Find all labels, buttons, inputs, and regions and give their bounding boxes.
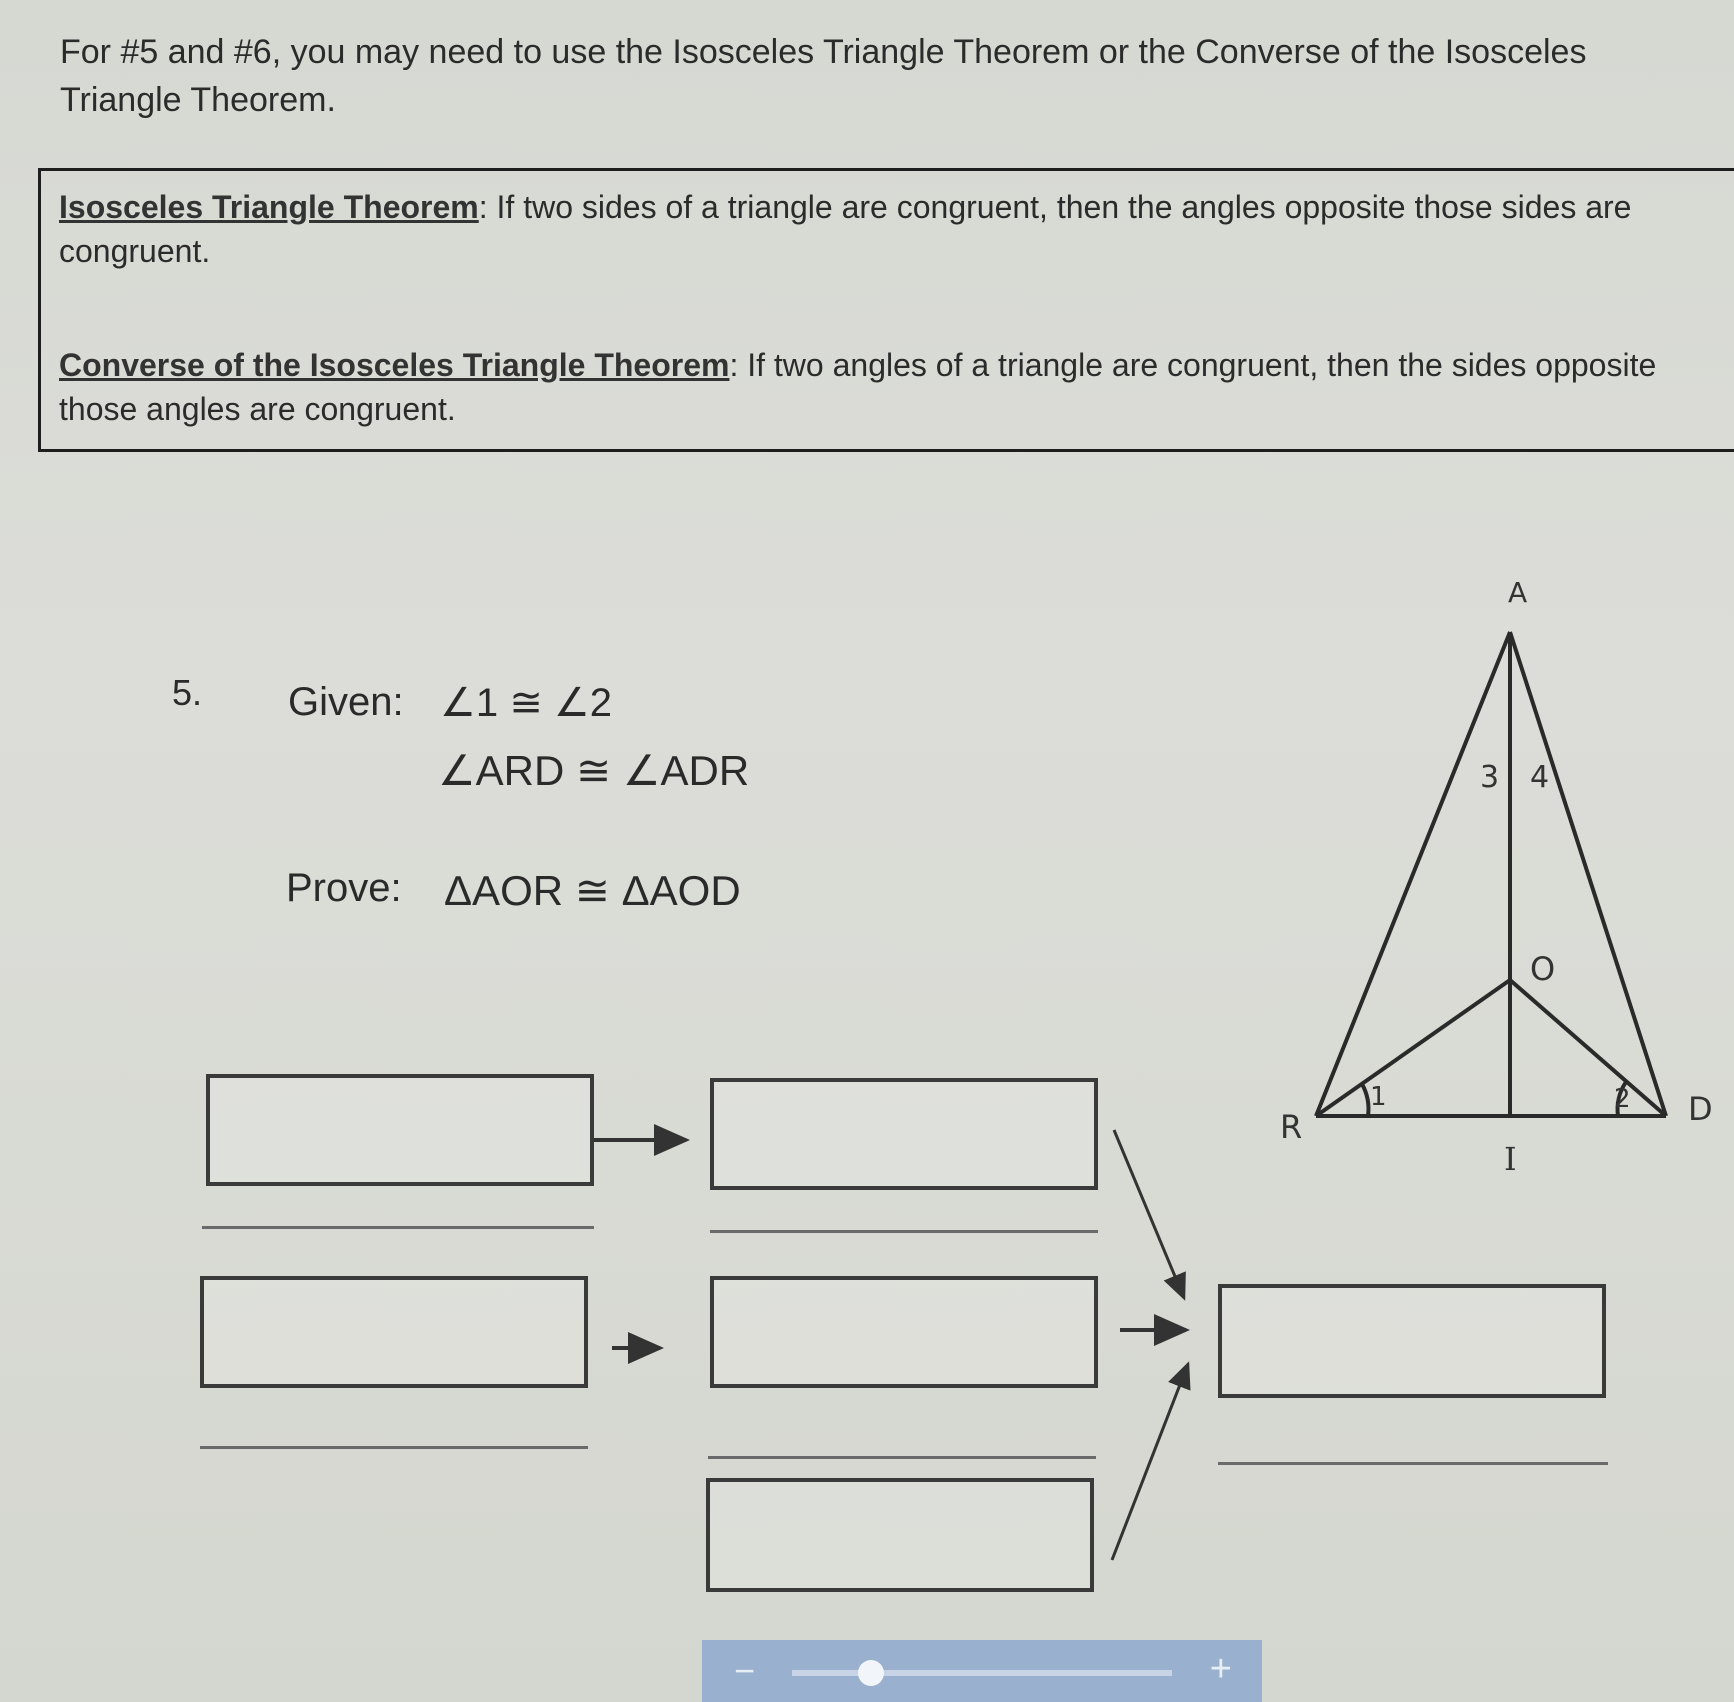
segment-AR — [1316, 632, 1510, 1116]
intro-instructions: For #5 and #6, you may need to use the Isosceles Triangle Theorem or the Converse of the Isosceles Triangle Theorem. — [60, 33, 1587, 119]
angle-1-arc — [1362, 1084, 1368, 1116]
zoom-control[interactable] — [702, 1640, 1262, 1702]
isosceles-theorem-body: : If two sides of a triangle are congruent, then the angles opposite those sides are congruent. — [59, 189, 1632, 269]
label-angle-2: 2 — [1614, 1084, 1631, 1114]
zoom-slider-handle[interactable] — [858, 1660, 884, 1686]
label-O: O — [1530, 950, 1556, 988]
label-angle-3: 3 — [1480, 760, 1500, 795]
zoom-in-button[interactable]: + — [1209, 1648, 1232, 1690]
converse-theorem-title: Converse of the Isosceles Triangle Theorem — [59, 347, 730, 383]
problem-number: 5. — [172, 672, 203, 713]
prove-label: Prove: — [286, 866, 402, 910]
converse-theorem-body: : If two angles of a triangle are congruent, then the sides opposite those angles are congruent. — [59, 347, 1657, 427]
given-statement-2: ∠ARD ≅ ∠ADR — [438, 747, 750, 794]
zoom-out-button[interactable]: − — [734, 1650, 756, 1691]
given-label: Given: — [288, 680, 404, 724]
label-I: I — [1504, 1140, 1517, 1178]
isosceles-theorem-title: Isosceles Triangle Theorem — [59, 189, 479, 225]
given-statement-1: ∠1 ≅ ∠2 — [440, 681, 612, 725]
label-D: D — [1688, 1090, 1713, 1128]
prove-statement: ΔAOR ≅ ΔAOD — [444, 867, 741, 914]
label-angle-4: 4 — [1530, 760, 1550, 795]
segment-AD — [1510, 632, 1666, 1116]
label-A: A — [1508, 576, 1528, 609]
label-angle-1: 1 — [1370, 1082, 1387, 1112]
zoom-slider-track[interactable] — [792, 1670, 1172, 1676]
label-R: R — [1280, 1108, 1303, 1146]
